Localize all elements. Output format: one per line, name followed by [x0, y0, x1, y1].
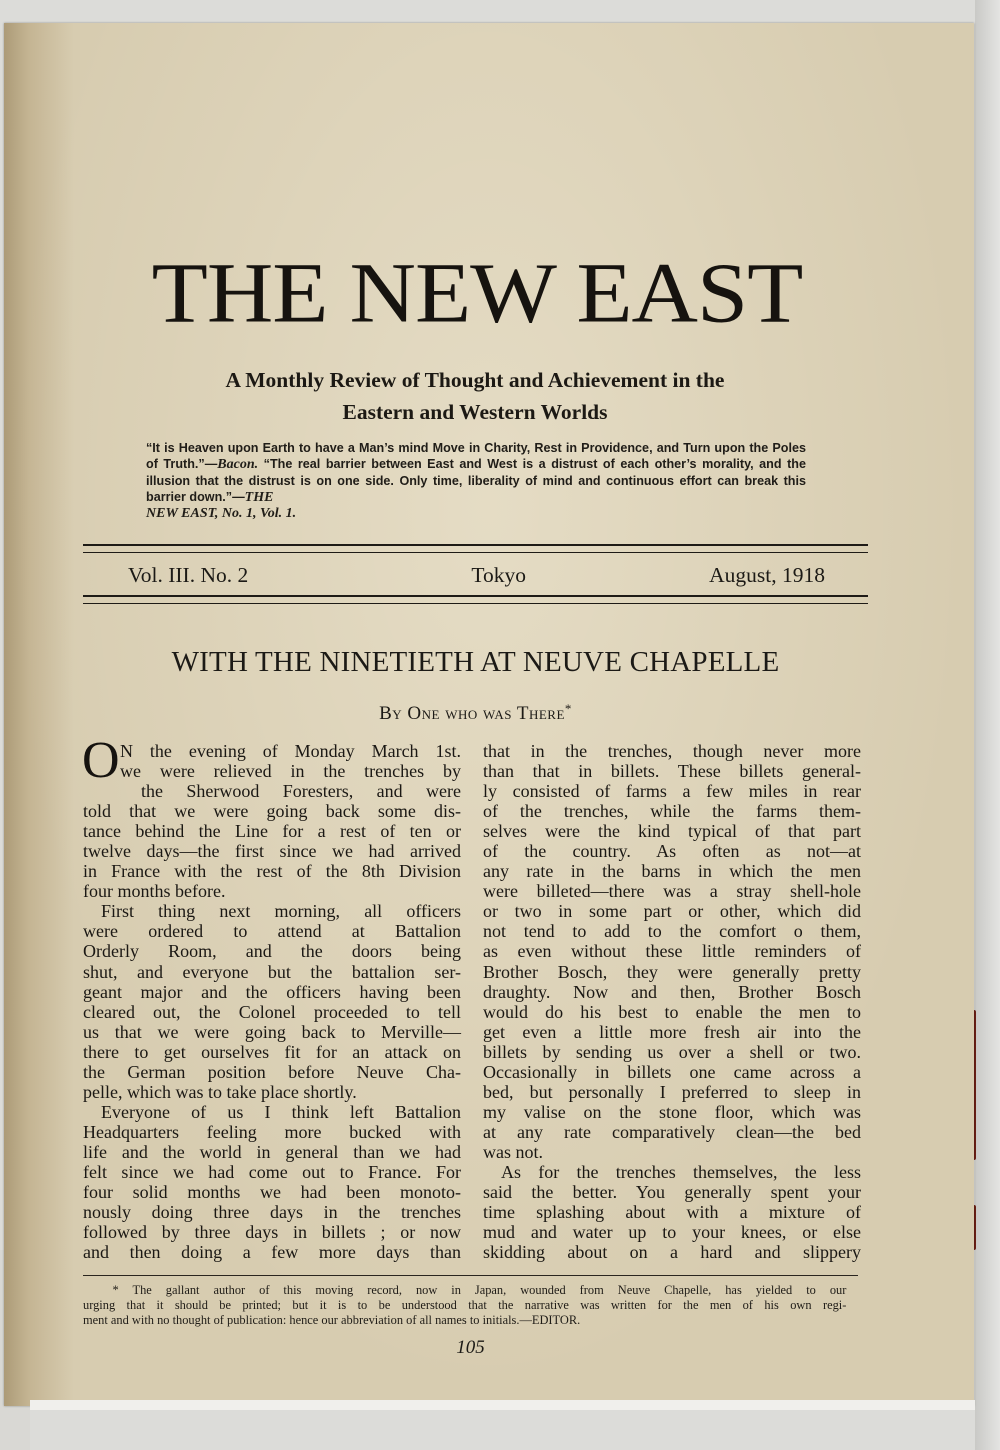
text-line: said the better. You generally spent your	[483, 1182, 861, 1203]
text-line: us that we were going back to Merville—	[83, 1021, 461, 1042]
text-line: First thing next morning, all officers	[101, 901, 461, 922]
footnote-marker: *	[564, 701, 572, 716]
article-byline	[83, 697, 868, 726]
text-line: Orderly Room, and the doors being	[83, 941, 461, 962]
issue-info	[128, 561, 825, 589]
text-line: were ordered to attend at Battalion	[83, 921, 461, 942]
text-line: four solid months we had been monoto-	[83, 1182, 461, 1203]
text-line: tance behind the Line for a rest of ten or	[83, 821, 461, 842]
text-line: of the country. As often as not—at	[483, 841, 861, 862]
epigraph-quote-new-east: “The real barrier between East and West is a distrust of each other’s morality, and the illusion that the distrust is on one side. Only time, liberality of mind and continuous effort can break this barrier down.”—	[146, 457, 806, 504]
article-column-right	[483, 741, 861, 1262]
text-line: in France with the rest of the 8th Division	[83, 861, 461, 882]
footnote-line: urging that it should be printed; but it is to be understood that the narrative was written for the men of his own regi-	[83, 1298, 847, 1312]
text-line: as even without these little reminders of	[483, 941, 861, 962]
text-line: billets by sending us over a shell or two.	[483, 1041, 861, 1062]
page-number: 105	[456, 1337, 485, 1358]
text-line: was not.	[483, 1141, 543, 1162]
text-line: bed, but personally I preferred to sleep in	[483, 1081, 861, 1102]
text-line: skidding about on a hard and slippery	[483, 1242, 861, 1263]
footnote-line: * The gallant author of this moving record, now in Japan, wounded from Neuve Chapelle, has yielded to our	[112, 1283, 847, 1297]
text-line: followed by three days in billets ; or now	[83, 1222, 461, 1243]
text-line: would do his best to enable the men to	[483, 1001, 861, 1022]
page-bottom-edge	[30, 1400, 975, 1410]
masthead-tagline-line1: A Monthly Review of Thought and Achievement in the	[225, 368, 725, 392]
text-line: that in the trenches, though never more	[483, 741, 861, 761]
text-line: felt since we had come out to France. For	[83, 1161, 461, 1182]
drop-cap: O	[82, 732, 120, 789]
text-line: draughty. Now and then, Brother Bosch	[483, 981, 861, 1002]
epigraph-source-bacon: Bacon.	[217, 457, 259, 472]
text-line: As for the trenches themselves, the less	[501, 1161, 861, 1182]
footnote	[83, 1283, 846, 1328]
text-line: Headquarters feeling more bucked with	[83, 1121, 461, 1142]
epigraph-quote-bacon: “It is Heaven upon Earth to have a Man’s mind Move in Charity, Rest in Providence, and Turn upon the Poles of Truth.”—	[146, 441, 806, 471]
text-line: N the evening of Monday March 1st.	[120, 741, 461, 761]
text-line: or two in some part or other, which did	[483, 901, 861, 922]
issue-volume: Vol. III. No. 2	[128, 563, 249, 587]
text-line: of the trenches, while the farms them-	[483, 801, 861, 822]
text-line: geant major and the officers having been	[83, 981, 461, 1002]
article-title: WITH THE NINETIETH AT NEUVE CHAPELLE	[171, 646, 780, 678]
text-line: at any rate comparatively clean—the bed	[483, 1121, 861, 1142]
text-line: my valise on the stone floor, which was	[483, 1101, 861, 1122]
text-line: were billeted—there was a stray shell-hole	[483, 881, 861, 902]
photo-background	[975, 0, 1000, 1450]
text-line: any rate in the barns in which the men	[483, 861, 861, 882]
masthead-title: THE NEW EAST	[151, 245, 803, 341]
text-line: twelve days—the first since we had arrived	[83, 841, 461, 862]
text-line: told that we were going back some dis-	[83, 801, 461, 822]
text-line: and then doing a few more days than	[83, 1242, 461, 1263]
text-line: nously doing three days in the trenches	[83, 1202, 461, 1223]
text-line: than that in billets. These billets general-	[483, 761, 861, 782]
text-line: the Sherwood Foresters, and were	[141, 781, 461, 802]
text-line: we were relieved in the trenches by	[120, 761, 461, 782]
text-line: Everyone of us I think left Battalion	[101, 1101, 461, 1122]
article-column-left	[82, 732, 461, 1263]
masthead-tagline-line2: Eastern and Western Worlds	[342, 400, 608, 424]
text-line: get even a little more fresh air into the	[483, 1021, 861, 1042]
text-line: Brother Bosch, they were generally pretty	[483, 961, 861, 982]
text-line: time splashing about with a mixture of	[483, 1202, 861, 1223]
text-line: life and the world in general than we had	[83, 1141, 461, 1162]
double-rule-bottom	[83, 595, 868, 604]
issue-place: Tokyo	[471, 563, 526, 587]
footnote-line: ment and with no thought of publication: hence our abbreviation of all names to initials.—EDITOR.	[83, 1313, 581, 1327]
text-line: Occasionally in billets one came across a	[483, 1061, 861, 1082]
text-line: the German position before Neuve Cha-	[83, 1061, 461, 1082]
issue-date: August, 1918	[709, 563, 825, 587]
text-line: shut, and everyone but the battalion ser-	[83, 961, 461, 982]
epigraph-source-new-east-a: THE	[244, 490, 274, 505]
text-line: four months before.	[83, 881, 226, 902]
byline-text: By One who was There	[379, 703, 565, 724]
text-line: cleared out, the Colonel proceeded to tell	[83, 1001, 461, 1022]
text-line: ly consisted of farms a few miles in rear	[483, 781, 861, 802]
text-line: pelle, which was to take place shortly.	[83, 1081, 357, 1102]
epigraph	[146, 440, 806, 522]
text-line: mud and water up to your knees, or else	[483, 1222, 861, 1243]
text-line: selves were the kind typical of that part	[483, 821, 861, 842]
text-line: not tend to add to the comfort o them,	[483, 921, 861, 942]
double-rule-top	[83, 544, 868, 553]
footnote-rule	[83, 1275, 858, 1276]
text-line: there to get ourselves fit for an attack on	[83, 1041, 461, 1062]
epigraph-source-new-east-b: NEW EAST, No. 1, Vol. 1.	[146, 506, 297, 521]
